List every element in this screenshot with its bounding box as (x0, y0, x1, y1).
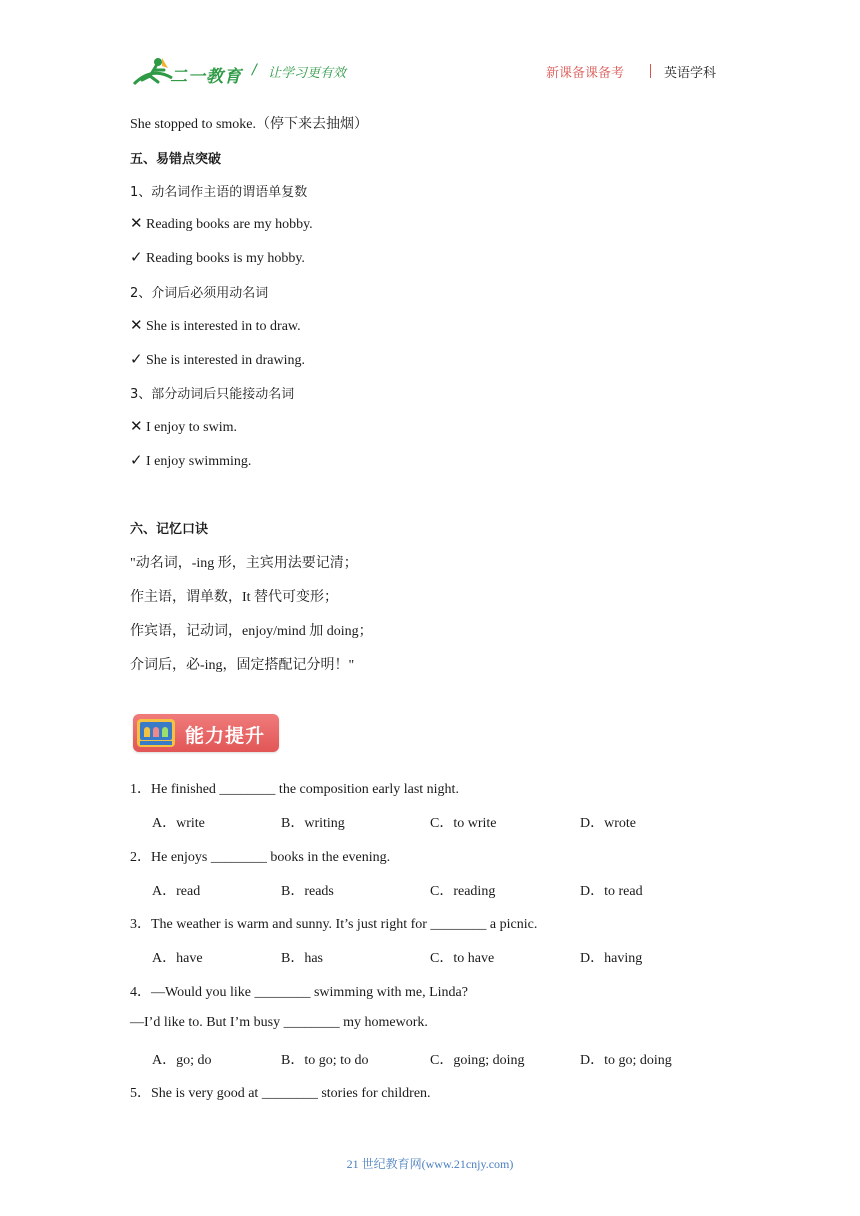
option: D．wrote (580, 816, 636, 831)
section-title: 六、记忆口诀 (130, 522, 209, 537)
example-text: I enjoy to swim. (146, 420, 237, 435)
rhyme-line: 作宾语，记动词，enjoy/mind 加 doing； (130, 624, 373, 639)
option: B．reads (281, 884, 334, 899)
option: D．having (580, 951, 643, 966)
example-text: I enjoy swimming. (146, 454, 252, 469)
point-title: 1、动名词作主语的谓语单复数 (130, 185, 308, 200)
page-header (0, 0, 860, 100)
question-stem-reply: —I’d like to. But I’m busy ________ my homework. (130, 1015, 428, 1030)
rhyme-line: "动名词，-ing 形，主宾用法要记清； (130, 556, 358, 571)
question-stem: 5．She is very good at ________ stories for children. (130, 1086, 431, 1101)
option: A．have (152, 951, 203, 966)
question-stem: 2．He enjoys ________ books in the evening. (130, 850, 391, 865)
point-title: 3、部分动词后只能接动名词 (130, 387, 295, 402)
example-text: She is interested in to draw. (146, 319, 301, 334)
example-text: She is interested in drawing. (146, 353, 306, 368)
option: B．to go; to do (281, 1053, 369, 1068)
example-text: Reading books are my hobby. (146, 217, 313, 232)
right-example (130, 350, 305, 369)
question-stem: 1．He finished ________ the composition early last night. (130, 782, 459, 797)
check-icon: ✓ (130, 451, 143, 469)
cross-icon: ✕ (130, 214, 143, 232)
option: A．write (152, 816, 205, 831)
text-line: She stopped to smoke.（停下来去抽烟） (130, 117, 368, 132)
option: C．to write (430, 816, 497, 831)
header-divider (650, 64, 651, 78)
cross-icon: ✕ (130, 417, 143, 435)
wrong-example (130, 417, 237, 436)
question-stem: 3．The weather is warm and sunny. It’s just right for ________ a picnic. (130, 917, 538, 932)
option: C．to have (430, 951, 495, 966)
right-example (130, 451, 251, 470)
rhyme-line: 作主语，谓单数，It 替代可变形； (130, 590, 339, 605)
example-text: Reading books is my hobby. (146, 251, 305, 266)
classroom-icon (137, 719, 175, 747)
cross-icon: ✕ (130, 316, 143, 334)
header-course-label: 新课备课备考 (546, 66, 625, 81)
rhyme-line: 介词后，必-ing，固定搭配记分明！" (130, 658, 355, 673)
option: D．to read (580, 884, 643, 899)
option: B．writing (281, 816, 345, 831)
check-icon: ✓ (130, 248, 143, 266)
option: C．going; doing (430, 1053, 525, 1068)
wrong-example (130, 214, 313, 233)
right-example (130, 248, 305, 267)
header-subject-label: 英语学科 (664, 66, 717, 81)
option: C．reading (430, 884, 496, 899)
banner-label: 能力提升 (185, 725, 266, 747)
slogan: 让学习更有效 (268, 66, 347, 81)
footer-link[interactable]: 21 世纪教育网(www.21cnjy.com) (346, 1157, 514, 1171)
check-icon: ✓ (130, 350, 143, 368)
slogan-separator: / (252, 62, 257, 78)
section-title: 五、易错点突破 (130, 152, 222, 167)
logo-text: 二一教育 (170, 67, 242, 87)
option: D．to go; doing (580, 1053, 672, 1068)
wrong-example (130, 316, 301, 335)
option: B．has (281, 951, 323, 966)
point-title: 2、介词后必须用动名词 (130, 286, 269, 301)
ability-banner (133, 714, 279, 752)
option: A．go; do (152, 1053, 212, 1068)
question-stem: 4．—Would you like ________ swimming with me, Linda? (130, 985, 468, 1000)
option: A．read (152, 884, 201, 899)
